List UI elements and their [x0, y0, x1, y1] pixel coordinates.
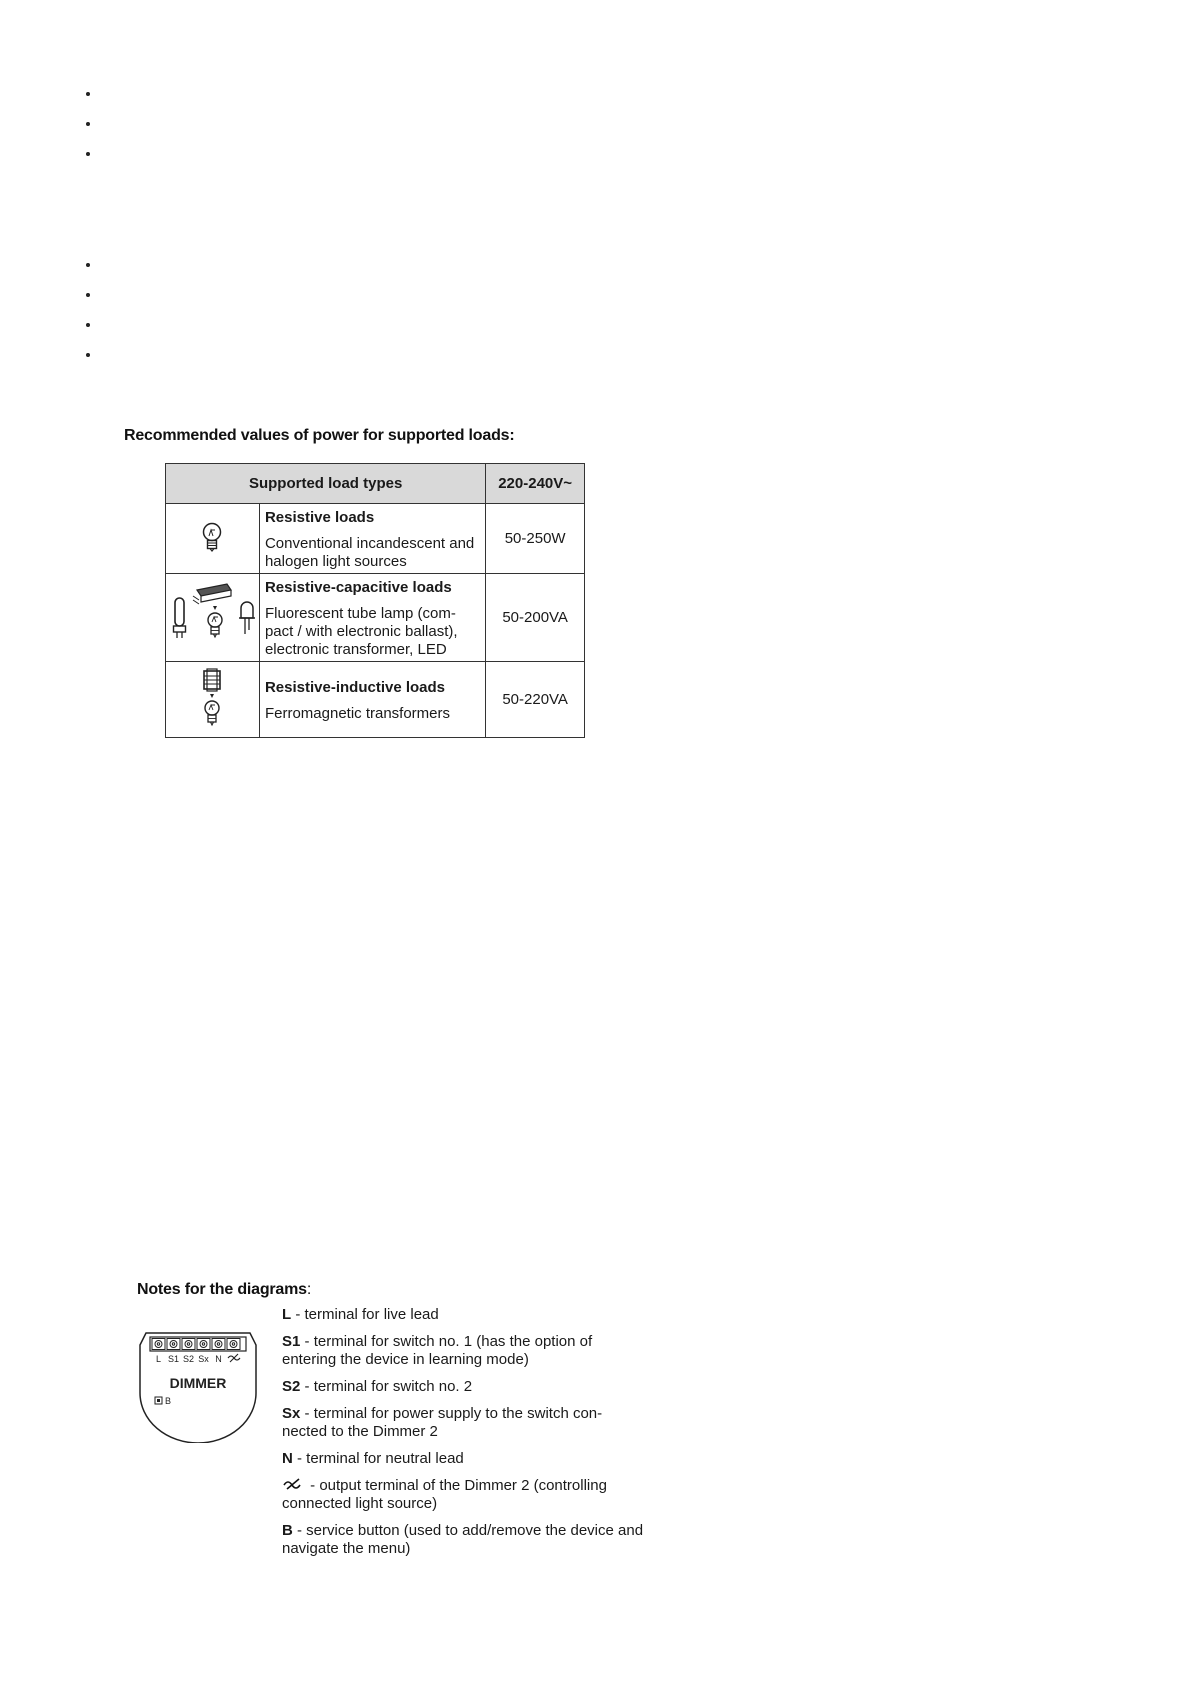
terminal-label: S2 [182, 1354, 195, 1364]
bullet [86, 122, 90, 126]
incandescent-bulb-icon [201, 522, 223, 552]
supported-loads-table [165, 463, 585, 738]
terminal-label: L [155, 1354, 162, 1364]
bullet [86, 353, 90, 357]
header-voltage: 220-240V~ [486, 464, 585, 504]
load-title: Resistive-inductive loads [264, 678, 446, 696]
bullet [86, 323, 90, 327]
note-term: B [282, 1522, 293, 1539]
load-detail: Conventional incandescent and halogen light sources [264, 534, 475, 570]
load-detail: Fluorescent tube lamp (com-pact / with electronic ballast), electronic transformer, LED [264, 604, 458, 658]
note-term: N [282, 1450, 293, 1467]
load-value: 50-250W [486, 504, 585, 574]
table-row [166, 574, 585, 662]
load-value: 50-220VA [486, 662, 585, 738]
icon-cell [166, 504, 260, 574]
load-title: Resistive-capacitive loads [264, 578, 452, 596]
note-text: - terminal for switch no. 1 (has the option of entering the device in learning mode) [282, 1333, 593, 1368]
note-item [282, 1405, 644, 1441]
note-item [282, 1306, 644, 1324]
load-detail: Ferromagnetic transformers [264, 704, 451, 722]
table-header-row [166, 464, 585, 504]
bullet [86, 263, 90, 267]
device-label: DIMMER [169, 1375, 227, 1391]
note-term: S1 [282, 1333, 301, 1350]
note-term: L [282, 1306, 292, 1323]
note-text: - service button (used to add/remove the device and navigate the menu) [282, 1522, 644, 1557]
notes-heading-colon: : [306, 1281, 312, 1298]
load-title: Resistive loads [264, 508, 375, 526]
output-terminal-icon [282, 1477, 306, 1491]
note-text: - terminal for power supply to the switch con-nected to the Dimmer 2 [282, 1405, 603, 1440]
header-load-types: Supported load types [166, 464, 486, 504]
icon-cell [166, 662, 260, 738]
table-row [166, 662, 585, 738]
load-description [259, 574, 485, 662]
terminal-label: Sx [198, 1354, 209, 1364]
note-item [282, 1522, 644, 1558]
icon-cell [166, 574, 260, 662]
note-text: - terminal for switch no. 2 [300, 1378, 473, 1395]
note-text: - output terminal of the Dimmer 2 (controlling connected light source) [282, 1477, 607, 1512]
fluorescent-led-icon [169, 580, 255, 652]
notes-list [282, 1306, 644, 1567]
note-item [282, 1333, 644, 1369]
bullet [86, 293, 90, 297]
terminal-label: N [215, 1354, 222, 1364]
notes-heading [137, 1281, 311, 1299]
load-description [259, 504, 485, 574]
note-item [282, 1378, 644, 1396]
note-item [282, 1477, 644, 1513]
notes-heading-bold: Notes for the diagrams [137, 1281, 307, 1298]
note-item [282, 1450, 644, 1468]
table-heading: Recommended values of power for supported loads: [124, 427, 515, 444]
note-term: Sx [282, 1405, 301, 1422]
note-text: - terminal for live lead [291, 1306, 439, 1323]
load-description [259, 662, 485, 738]
ferromagnetic-transformer-icon [199, 667, 225, 729]
note-term: S2 [282, 1378, 301, 1395]
terminal-label: S1 [167, 1354, 180, 1364]
note-text: - terminal for neutral lead [292, 1450, 464, 1467]
bullet [86, 152, 90, 156]
bullet [86, 92, 90, 96]
service-button-label: B [165, 1396, 172, 1406]
load-value: 50-200VA [486, 574, 585, 662]
table-row [166, 504, 585, 574]
dimmer-device-diagram [136, 1331, 260, 1448]
